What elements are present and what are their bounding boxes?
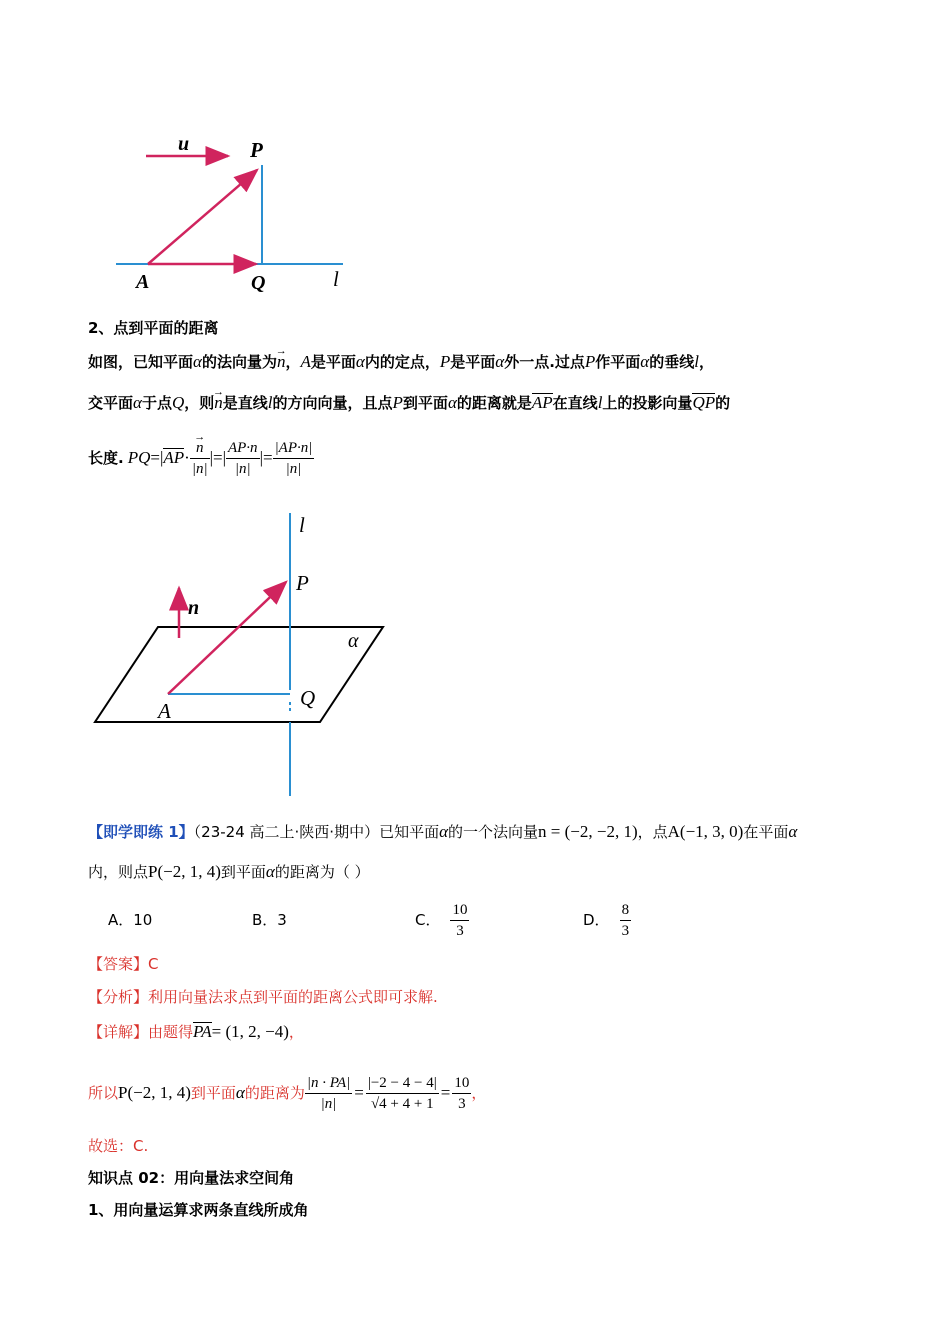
figure-projection-line — [100, 125, 360, 300]
fraction-n-over-absn — [190, 438, 210, 479]
text: 由题得 — [148, 1023, 194, 1041]
math-n-value: n = (−2, −2, 1) — [538, 822, 638, 841]
fraction-result — [452, 1073, 471, 1114]
option-b[interactable]: B．3 — [252, 911, 287, 929]
text: 到平面 — [402, 394, 448, 412]
math-PQ: PQ — [127, 448, 151, 467]
text: （23-24 高二上·陕西·期中）已知平面 — [193, 823, 440, 841]
math-alpha: α — [640, 352, 650, 371]
text: 是平面 — [310, 353, 356, 371]
math-point-A: A(−1, 3, 0) — [667, 822, 744, 841]
figure-point-plane-distance — [90, 508, 400, 800]
math-n-vector: → n — [277, 352, 286, 372]
knowledge-heading: 知识点 02：用向量法求空间角 — [88, 1169, 295, 1187]
detail-line-2 — [88, 1062, 486, 1124]
option-c-label: C． — [415, 911, 441, 929]
paragraph-line-2 — [88, 393, 730, 413]
text: 的垂线 — [649, 353, 695, 371]
text: 的一个法向量 — [448, 823, 539, 841]
math-alpha: α — [133, 393, 142, 412]
math-P: P — [392, 393, 403, 412]
plane-alpha — [95, 627, 383, 722]
label-Q: Q — [300, 686, 316, 710]
text: 的 — [715, 394, 731, 412]
label-u: u — [178, 133, 190, 155]
math-dot: · — [184, 448, 190, 467]
math-alpha: α — [788, 822, 798, 841]
fraction-absAPn-over-absn — [273, 438, 315, 479]
denominator: |n| — [273, 458, 315, 479]
math-AP-vector: AP — [531, 393, 553, 412]
option-c[interactable] — [415, 898, 469, 942]
option-c-fraction — [450, 900, 469, 941]
text: ， — [288, 1023, 304, 1041]
text: 在直线 — [552, 394, 598, 412]
math-alpha: α — [193, 352, 202, 371]
option-a[interactable]: A．10 — [108, 911, 153, 929]
text: 外一点.过点 — [504, 353, 585, 371]
label-n: n — [188, 597, 200, 619]
text: 在平面 — [743, 823, 789, 841]
vector-AP — [148, 170, 257, 264]
detail-tag: 【详解】 — [88, 1023, 149, 1041]
math-eq: = — [440, 1083, 451, 1102]
analysis-text: 利用向量法求点到平面的距离公式即可求解. — [148, 988, 438, 1006]
knowledge-subheading: 1、用向量运算求两条直线所成角 — [88, 1201, 309, 1219]
label-A: A — [158, 699, 171, 723]
analysis — [88, 987, 438, 1007]
math-alpha: α — [447, 393, 457, 412]
math-A: A — [300, 352, 311, 371]
text: 到平面 — [220, 863, 266, 881]
text: 的距离就是 — [456, 394, 532, 412]
text: 是平面 — [450, 353, 496, 371]
text: 于点 — [141, 394, 172, 412]
numerator: 8 — [621, 901, 630, 918]
option-d[interactable] — [583, 898, 631, 942]
text: 作平面 — [595, 353, 641, 371]
denominator: 3 — [452, 1093, 471, 1114]
math-alpha: α — [355, 352, 365, 371]
fraction-APn-over-absn — [226, 438, 260, 479]
math-QP-vector: QP — [692, 393, 716, 412]
detail-line-1 — [88, 1022, 304, 1042]
denominator: 3 — [620, 920, 632, 941]
analysis-tag: 【分析】 — [88, 988, 149, 1006]
text: ，点 — [637, 823, 668, 841]
text: ， — [285, 353, 301, 371]
denominator: √4 + 4 + 1 — [366, 1093, 439, 1114]
text: 上的投影向量 — [602, 394, 693, 412]
numerator: AP·n — [227, 439, 258, 456]
denominator: |n| — [305, 1093, 352, 1114]
text: 所以 — [88, 1084, 119, 1102]
math-n-vector: → n — [214, 393, 223, 413]
text: ， — [698, 353, 714, 371]
math-AP-vector: AP — [163, 448, 185, 467]
math-alpha: α — [265, 862, 275, 881]
fraction-substitution — [366, 1073, 439, 1114]
text: 的距离为 — [244, 1084, 305, 1102]
answer: 【答案】C — [88, 955, 159, 973]
paragraph-line-1 — [88, 352, 714, 372]
section-heading: 2、点到平面的距离 — [88, 319, 219, 337]
math-l: l — [267, 393, 273, 412]
text: ，则 — [184, 394, 215, 412]
text: 的方向向量，且点 — [272, 394, 393, 412]
option-d-label: D． — [583, 911, 610, 929]
option-d-fraction — [620, 900, 632, 941]
math-l: l — [694, 352, 699, 371]
math-P: P — [584, 352, 596, 371]
exercise-line-1 — [88, 822, 797, 842]
choose: 故选：C. — [88, 1137, 149, 1155]
math-alpha: α — [235, 1083, 245, 1102]
text: 的法向量为 — [201, 353, 277, 371]
text: 内的定点， — [364, 353, 440, 371]
text: 到平面 — [190, 1084, 236, 1102]
paragraph-line-3 — [88, 430, 314, 486]
math-PA-vector: PA — [193, 1022, 212, 1041]
denominator: 3 — [450, 920, 469, 941]
numerator: |−2 − 4 − 4| — [367, 1074, 437, 1091]
math-eq: |=| — [209, 448, 226, 467]
math-eq: =| — [150, 448, 164, 467]
math-alpha: α — [495, 352, 505, 371]
label-l: l — [299, 513, 305, 537]
label-Q: Q — [251, 272, 266, 294]
math-PA-value: = (1, 2, −4) — [211, 1022, 289, 1041]
numerator: 10 — [452, 901, 468, 918]
fraction-distance-formula — [305, 1073, 352, 1114]
label-l: l — [333, 267, 339, 291]
vector-AP — [168, 582, 286, 694]
math-point-P: P(−2, 1, 4) — [148, 862, 221, 881]
math-Q: Q — [171, 393, 185, 412]
text: 的距离为（ ） — [274, 863, 370, 881]
text: 是直线 — [222, 394, 268, 412]
text: 交平面 — [88, 394, 134, 412]
math-eq: = — [354, 1083, 364, 1102]
exercise-line-2 — [88, 862, 370, 882]
label-P: P — [296, 571, 309, 595]
exercise-tag: 【即学即练 1】 — [88, 823, 194, 841]
numerator: → n — [190, 438, 210, 458]
label-alpha: α — [348, 630, 359, 652]
label-A: A — [136, 271, 150, 293]
numerator: 10 — [454, 1074, 470, 1091]
math-l: l — [597, 393, 603, 412]
text: ， — [471, 1084, 487, 1102]
math-eq: |= — [259, 448, 273, 467]
numerator: |AP·n| — [274, 439, 313, 456]
text: 长度. — [88, 449, 124, 467]
text: 如图，已知平面 — [88, 353, 194, 371]
text: 内，则点 — [88, 863, 149, 881]
denominator: |n| — [190, 458, 210, 479]
math-alpha: α — [439, 822, 449, 841]
label-P: P — [250, 138, 263, 162]
math-P: P — [439, 352, 451, 371]
denominator: |n| — [226, 458, 260, 479]
numerator: |n · PA| — [306, 1074, 351, 1091]
math-point-P: P(−2, 1, 4) — [118, 1083, 191, 1102]
